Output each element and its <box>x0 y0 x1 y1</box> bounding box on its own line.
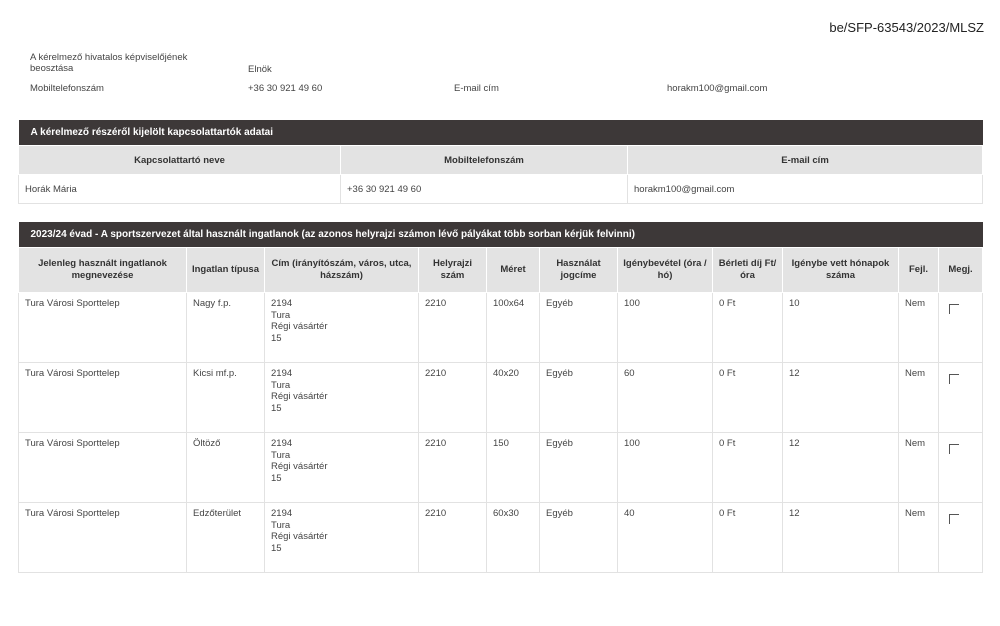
header-note: Megj. <box>939 248 983 293</box>
usage-title: Egyéb <box>540 293 618 363</box>
note-checkbox[interactable] <box>949 444 959 454</box>
development-flag: Nem <box>899 293 939 363</box>
document-reference: be/SFP-63543/2023/MLSZ <box>829 20 984 35</box>
plot-number: 2210 <box>419 363 487 433</box>
note-cell <box>939 293 983 363</box>
table-row <box>19 293 983 363</box>
rent-fee: 0 Ft <box>713 433 783 503</box>
address-city: Tura <box>271 449 291 461</box>
email-value: horakm100@gmail.com <box>667 83 768 94</box>
note-checkbox[interactable] <box>949 304 959 314</box>
property-size: 60x30 <box>487 503 540 573</box>
development-flag: Nem <box>899 363 939 433</box>
address-zip: 2194 <box>271 438 293 449</box>
header-months: Igénybe vett hónapok száma <box>783 248 899 293</box>
usage-hours: 40 <box>618 503 713 573</box>
rent-fee: 0 Ft <box>713 363 783 433</box>
property-address <box>265 363 419 433</box>
property-name: Tura Városi Sporttelep <box>19 433 187 503</box>
header-property-type: Ingatlan típusa <box>187 248 265 293</box>
development-flag: Nem <box>899 503 939 573</box>
note-cell <box>939 503 983 573</box>
development-flag: Nem <box>899 433 939 503</box>
note-checkbox[interactable] <box>949 514 959 524</box>
contact-name: Horák Mária <box>19 175 341 204</box>
property-type: Edzőterület <box>187 503 265 573</box>
months-used: 10 <box>783 293 899 363</box>
mobile-label: Mobiltelefonszám <box>30 83 104 94</box>
header-rent: Bérleti díj Ft/óra <box>713 248 783 293</box>
address-city: Tura <box>271 309 291 321</box>
note-cell <box>939 363 983 433</box>
usage-title: Egyéb <box>540 363 618 433</box>
header-property-name: Jelenleg használt ingatlanok megnevezése <box>19 248 187 293</box>
property-size: 40x20 <box>487 363 540 433</box>
property-name: Tura Városi Sporttelep <box>19 503 187 573</box>
rent-fee: 0 Ft <box>713 503 783 573</box>
header-usage-title: Használat jogcíme <box>540 248 618 293</box>
contacts-title: A kérelmező részéről kijelölt kapcsolattartók adatai <box>19 120 983 146</box>
position-label: A kérelmező hivatalos képviselőjének beosztása <box>30 52 188 74</box>
property-name: Tura Városi Sporttelep <box>19 363 187 433</box>
address-number: 15 <box>271 542 282 554</box>
months-used: 12 <box>783 503 899 573</box>
address-street: Régi vásártér <box>271 321 328 332</box>
address-zip: 2194 <box>271 298 293 309</box>
property-type: Nagy f.p. <box>187 293 265 363</box>
address-number: 15 <box>271 472 282 484</box>
representative-info <box>30 52 980 100</box>
note-checkbox[interactable] <box>949 374 959 384</box>
address-number: 15 <box>271 402 282 414</box>
usage-title: Egyéb <box>540 433 618 503</box>
mobile-value: +36 30 921 49 60 <box>248 83 323 94</box>
properties-title: 2023/24 évad - A sportszervezet által használt ingatlanok (az azonos helyrajzi számon lévő pályákat több sorban kérjük felvinni) <box>19 222 983 248</box>
usage-hours: 100 <box>618 293 713 363</box>
address-number: 15 <box>271 332 282 344</box>
property-size: 150 <box>487 433 540 503</box>
property-size: 100x64 <box>487 293 540 363</box>
address-city: Tura <box>271 379 291 391</box>
property-address <box>265 503 419 573</box>
header-size: Méret <box>487 248 540 293</box>
address-street: Régi vásártér <box>271 461 328 472</box>
note-cell <box>939 433 983 503</box>
header-usage-hours: Igénybevétel (óra / hó) <box>618 248 713 293</box>
property-type: Kicsi mf.p. <box>187 363 265 433</box>
property-type: Öltöző <box>187 433 265 503</box>
usage-title: Egyéb <box>540 503 618 573</box>
plot-number: 2210 <box>419 293 487 363</box>
header-plot-number: Helyrajzi szám <box>419 248 487 293</box>
address-street: Régi vásártér <box>271 531 328 542</box>
contacts-table <box>18 120 983 204</box>
address-zip: 2194 <box>271 368 293 379</box>
address-zip: 2194 <box>271 508 293 519</box>
properties-table <box>18 222 983 573</box>
rent-fee: 0 Ft <box>713 293 783 363</box>
header-contact-name: Kapcsolattartó neve <box>19 146 341 175</box>
plot-number: 2210 <box>419 503 487 573</box>
header-contact-phone: Mobiltelefonszám <box>341 146 628 175</box>
property-address <box>265 433 419 503</box>
position-value: Elnök <box>248 64 272 75</box>
contact-email: horakm100@gmail.com <box>628 175 983 204</box>
header-address: Cím (irányítószám, város, utca, házszám) <box>265 248 419 293</box>
address-street: Régi vásártér <box>271 391 328 402</box>
table-row <box>19 363 983 433</box>
contact-phone: +36 30 921 49 60 <box>341 175 628 204</box>
header-contact-email: E-mail cím <box>628 146 983 175</box>
address-city: Tura <box>271 519 291 531</box>
months-used: 12 <box>783 433 899 503</box>
plot-number: 2210 <box>419 433 487 503</box>
usage-hours: 60 <box>618 363 713 433</box>
usage-hours: 100 <box>618 433 713 503</box>
contact-row <box>19 175 983 204</box>
months-used: 12 <box>783 363 899 433</box>
header-development: Fejl. <box>899 248 939 293</box>
property-address <box>265 293 419 363</box>
email-label: E-mail cím <box>454 83 499 94</box>
table-row <box>19 433 983 503</box>
table-row <box>19 503 983 573</box>
property-name: Tura Városi Sporttelep <box>19 293 187 363</box>
